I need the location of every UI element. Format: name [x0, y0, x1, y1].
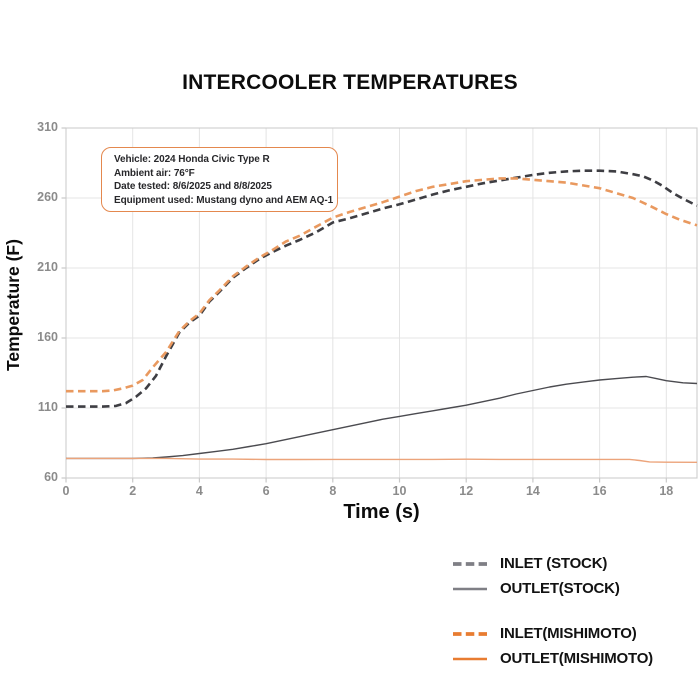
legend-item	[453, 576, 653, 601]
legend-item	[453, 621, 653, 646]
y-tick-label: 160	[37, 330, 58, 344]
legend-line-swatch	[453, 629, 487, 639]
legend-group	[453, 551, 653, 601]
annotation-line: Equipment used: Mustang dyno and AEM AQ-1	[114, 194, 334, 206]
chart-legend	[453, 551, 653, 691]
x-tick-label: 16	[592, 484, 607, 498]
annotation-line: Vehicle: 2024 Honda Civic Type R	[114, 154, 270, 165]
legend-line-swatch	[453, 654, 487, 664]
y-axis-label: Temperature (F)	[3, 239, 23, 371]
legend-item	[453, 646, 653, 671]
x-tick-label: 2	[129, 484, 137, 498]
x-tick-label: 6	[262, 484, 270, 498]
x-tick-label: 18	[659, 484, 674, 498]
legend-line-swatch	[453, 584, 487, 594]
legend-label: OUTLET(MISHIMOTO)	[500, 650, 653, 667]
annotation-line: Ambient air: 76°F	[114, 167, 195, 179]
x-tick-label: 12	[459, 484, 474, 498]
y-tick-label: 260	[37, 190, 58, 204]
legend-line-swatch	[453, 559, 487, 569]
series-line-outlet-stock	[66, 377, 697, 459]
test-info-annotation-box	[101, 147, 338, 212]
legend-group	[453, 621, 653, 671]
x-axis-label: Time (s)	[343, 501, 420, 523]
series-line-outlet-mishimoto	[66, 458, 697, 462]
y-tick-label: 60	[44, 470, 58, 484]
legend-label: INLET(MISHIMOTO)	[500, 625, 637, 642]
page-title: INTERCOOLER TEMPERATURES	[182, 71, 518, 94]
legend-item	[453, 551, 653, 576]
legend-label: OUTLET(STOCK)	[500, 580, 620, 597]
y-tick-label: 210	[37, 260, 58, 274]
x-tick-label: 0	[62, 484, 70, 498]
x-tick-label: 14	[525, 484, 540, 498]
x-tick-label: 8	[329, 484, 337, 498]
legend-label: INLET (STOCK)	[500, 555, 608, 572]
annotation-line: Date tested: 8/6/2025 and 8/8/2025	[114, 181, 272, 193]
x-tick-label: 4	[195, 484, 203, 498]
y-tick-label: 110	[37, 400, 58, 414]
x-tick-label: 10	[392, 484, 407, 498]
y-tick-label: 310	[37, 120, 58, 134]
